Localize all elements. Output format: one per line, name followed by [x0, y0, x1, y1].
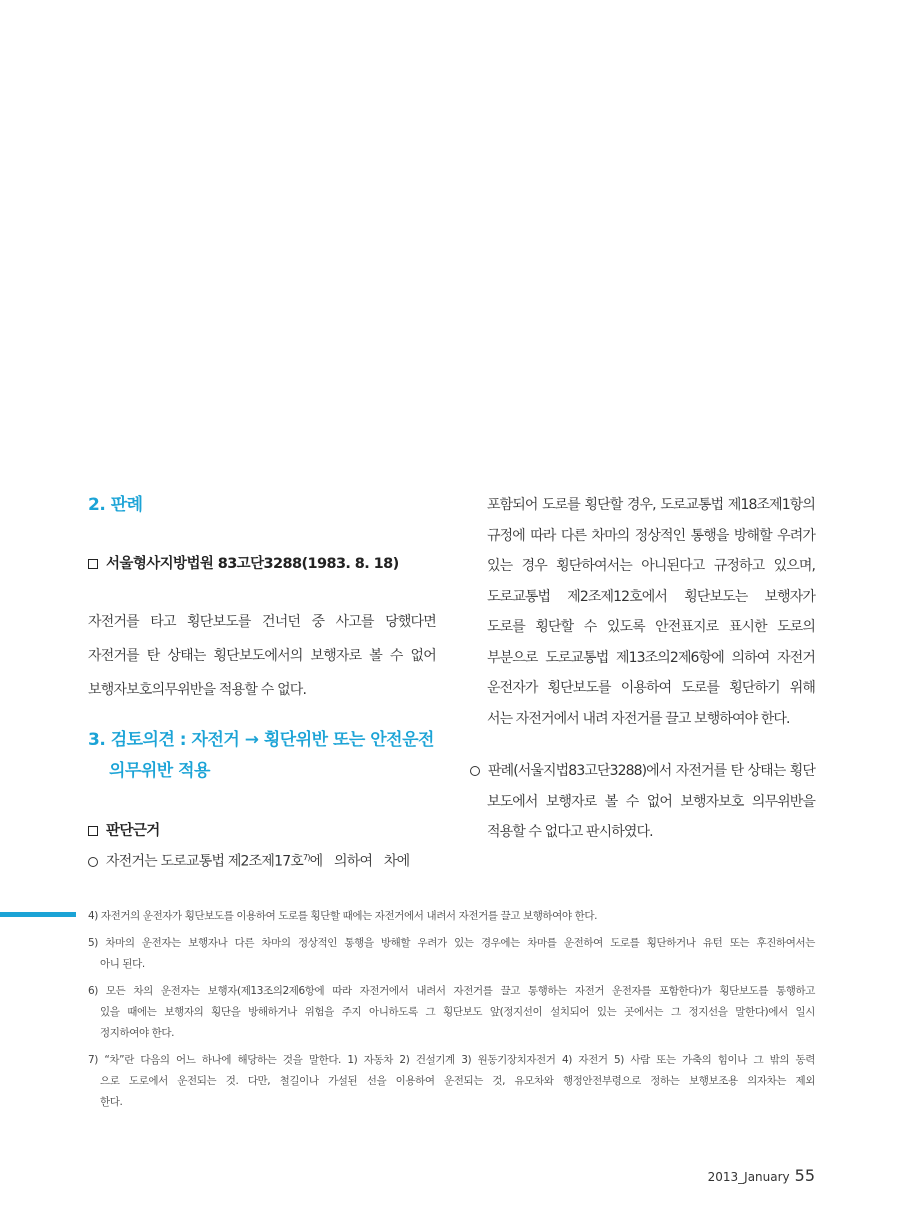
section-heading-review	[88, 725, 448, 787]
right-para-line: 있는 경우 횡단하여서는 아니된다고 규정하고 있으며,	[487, 558, 815, 574]
right-para-line: 운전자가 횡단보도를 이용하여 도로를 횡단하기 위해	[487, 680, 815, 696]
section-heading-precedent: 2. 판례	[88, 495, 143, 515]
circle-bullet-icon	[470, 766, 480, 776]
circle-bullet-icon	[88, 857, 98, 867]
review-heading-line1: 3. 검토의견 : 자전거 → 횡단위반 또는 안전운전	[88, 730, 434, 750]
right-paragraph-1	[470, 490, 815, 734]
right-para-line: 부분으로 도로교통법 제13조의2제6항에 의하여 자전거	[487, 649, 815, 666]
basis-bullet-tail: 에 의하여 차에	[309, 853, 410, 870]
case-paragraph	[88, 605, 436, 707]
right-para-line: 포함되어 도로를 횡단할 경우, 도로교통법 제18조제1항의	[487, 497, 815, 513]
issue-label: 2013_January	[707, 1170, 790, 1184]
case-para-line: 보행자보호의무위반을 적용할 수 없다.	[88, 682, 307, 698]
square-bullet-icon	[88, 559, 98, 569]
footnote-line: 아니 된다.	[100, 958, 145, 970]
right-para2-line	[470, 756, 815, 787]
right-para-line: 도로교통법 제2조제12호에서 횡단보도는 보행자가	[487, 588, 815, 605]
square-bullet-icon	[88, 826, 98, 836]
accent-bar	[0, 912, 76, 917]
footnotes	[88, 906, 815, 1119]
footnote-line: 7) “차”란 다음의 어느 하나에 해당하는 것을 말한다. 1) 자동차 2) 건설기계 3) 원동기장치자전거 4) 자전거 5) 사람 또는 가축의 힘이나 그 밖의 동력	[88, 1054, 815, 1066]
page-footer	[708, 1166, 815, 1185]
right-paragraph-2	[470, 756, 815, 848]
case-para-line: 자전거를 타고 횡단보도를 건너던 중 사고를 당했다면	[88, 614, 436, 630]
basis-heading	[88, 819, 160, 840]
footnote-line: 있을 때에는 보행자의 횡단을 방해하거나 위험을 주지 아니하도록 그 횡단보도 앞(정지선이 설치되어 있는 곳에서는 그 정지선을 말한다)에서 일시	[100, 1006, 815, 1018]
basis-bullet	[88, 841, 436, 879]
footnote-line: 6) 모든 차의 운전자는 보행자(제13조의2제6항에 따라 자전거에서 내려서 자전거를 끌고 통행하는 자전거 운전자를 포함한다)가 횡단보도를 통행하고	[88, 985, 815, 997]
basis-bullet-text: 자전거는 도로교통법 제2조제17호	[106, 853, 304, 870]
review-heading-line2: 의무위반 적용	[109, 761, 210, 781]
right-para-line: 규정에 따라 다른 차마의 정상적인 통행을 방해할 우려가	[487, 527, 815, 544]
case-heading-text: 서울형사지방법원 83고단3288(1983. 8. 18)	[106, 556, 399, 572]
case-para-line: 자전거를 탄 상태는 횡단보도에서의 보행자로 볼 수 없어	[88, 648, 436, 664]
footnote-line: 4) 자전거의 운전자가 횡단보도를 이용하여 도로를 횡단할 때에는 자전거에서 내려서 자전거를 끌고 보행하여야 한다.	[88, 910, 598, 922]
case-heading	[88, 552, 399, 573]
footnote-line: 정지하여야 한다.	[100, 1027, 175, 1039]
right-column	[470, 490, 815, 848]
right-para2-line: 보도에서 보행자로 볼 수 없어 보행자보호 의무위반을	[487, 793, 815, 810]
footnote-line: 한다.	[100, 1096, 123, 1108]
right-para2-line: 적용할 수 없다고 판시하였다.	[487, 824, 653, 840]
right-para-line: 도로를 횡단할 수 있도록 안전표지로 표시한 도로의	[487, 619, 815, 635]
footnote-4	[88, 906, 815, 927]
basis-heading-text: 판단근거	[106, 823, 160, 839]
footnote-5	[88, 933, 815, 975]
right-para-line: 서는 자전거에서 내려 자전거를 끌고 보행하여야 한다.	[487, 710, 790, 727]
footnote-6	[88, 981, 815, 1044]
page-number: 55	[794, 1166, 815, 1185]
footnote-line: 으로 도로에서 운전되는 것. 다만, 철길이나 가설된 선을 이용하여 운전되는 것, 유모차와 행정안전부령으로 정하는 보행보조용 의자차는 제외	[100, 1075, 815, 1087]
footnote-line: 5) 차마의 운전자는 보행자나 다른 차마의 정상적인 통행을 방해할 우려가 있는 경우에는 차마를 운전하여 도로를 횡단하거나 유턴 또는 후진하여서는	[88, 937, 815, 949]
footnote-7	[88, 1050, 815, 1113]
footnote-ref: 7)	[303, 853, 310, 862]
right-para2-line-text: 판례(서울지법83고단3288)에서 자전거를 탄 상태는 횡단	[488, 763, 815, 779]
